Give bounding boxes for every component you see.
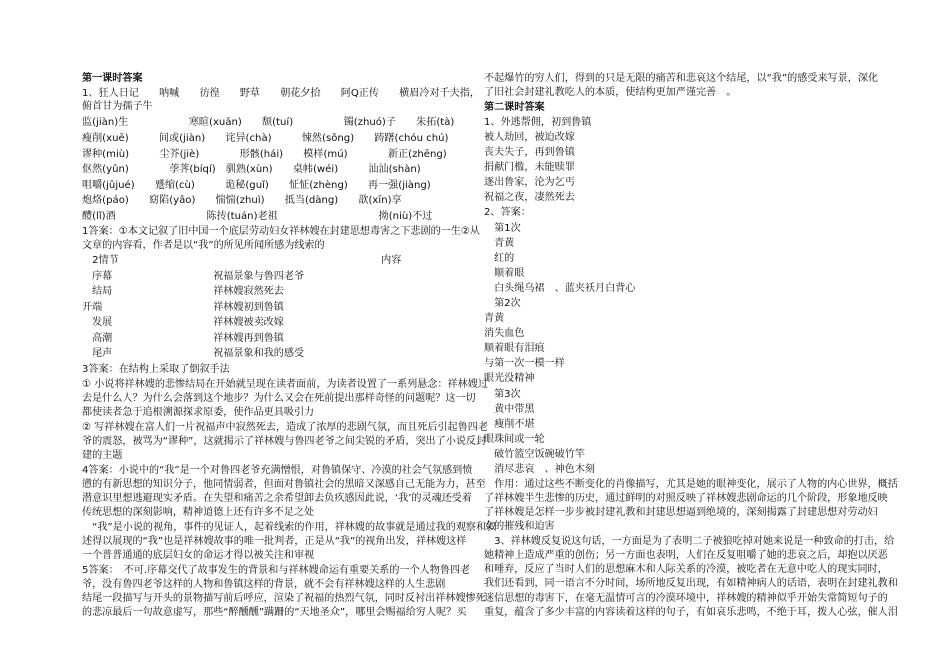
left-text-line: 1、狂人日记 呐喊 彷徨 野草 朝花夕拾 阿Q正传 横眉冷对千夫指， <box>82 88 480 99</box>
right-text-line: 重复，蕴含了多少丰富的内容读着这样的句子，有如哀乐悲鸣，不绝于耳，拨人心弦，催人泪 <box>484 607 898 618</box>
right-text-line: 她精神上造成严重的创伤；另一方面也表明，人们在反复咀嚼了她的悲哀之后，却抱以厌恶 <box>484 550 888 561</box>
right-text-line: 红的 <box>484 253 515 264</box>
right-text-line: 白头绳乌裙 、蓝夹袄月白背心 <box>484 283 636 294</box>
right-text-line: 被人劫回，被迫改嫁 <box>484 132 575 143</box>
left-text-line: 醴(lǐ)酒 陈抟(tuán)老祖 拗(niù)不过 <box>82 211 433 222</box>
left-text-line: 序幕 祝福景象与鲁四老爷 <box>82 271 305 282</box>
left-text-line: 1答案：①本文记叙了旧中国一个底层劳动妇女祥林嫂在封建思想毒害之下悲剧的一生②从 <box>82 226 480 237</box>
right-text-line: 眼珠间或一轮 <box>484 434 545 445</box>
left-text-line: ① 小说将祥林嫂的悲惨结局在开始就呈现在读者面前，为读者设置了一系列悬念：祥林嫂过 <box>82 379 488 390</box>
left-text-line: 述得以展现的“我”也是祥林嫂故事的唯一批判者，正是从“我”的视角出发，祥林嫂这样 <box>82 536 467 547</box>
right-text-line: 捐献门槛，未能赎罪 <box>484 162 575 173</box>
left-text-line: 懑的有新思想的知识分子，他同情弱者，但面对鲁镇社会的黑暗又深感自己无能为力，甚至 <box>82 479 486 490</box>
left-text-line: 爷的震怒，被骂为“谬种”，这就揭示了祥林嫂与鲁四老爷之间尖锐的矛盾，突出了小说反封 <box>82 436 487 447</box>
right-text-line: 丧夫失子，再到鲁镇 <box>484 147 575 158</box>
left-text-line: 爷，没有鲁四老爷这样的人物和鲁镇这样的背景，就不会有祥林嫂这样的人生悲剧 <box>82 579 446 590</box>
left-text-line: 一个普普通通的底层妇女的命运才得以被关注和审视 <box>82 550 315 561</box>
left-text-line: 的悲凉最后一句故意虚写，那些“醉醺醺”蹒跚的“天地圣众”，哪里会赐福给穷人呢？买 <box>82 607 467 618</box>
left-text-line: 第一课时答案 <box>82 73 143 84</box>
left-text-line: “我”是小说的视角，事件的见证人，起着线索的作用，祥林嫂的故事就是通过我的观察和叙 <box>82 522 497 533</box>
left-text-line: 开端 祥林嫂初到鲁镇 <box>82 302 284 313</box>
left-text-line: 2情节 内容 <box>82 255 402 266</box>
right-text-line: 第1次 <box>484 223 521 234</box>
left-text-line: 尾声 祝福景象和我的感受 <box>82 348 305 359</box>
right-text-line: 青黄 <box>484 238 515 249</box>
right-text-line: 和唾弃，反应了当时人们的思想麻木和人际关系的冷漠，被吃者在无意中吃人的现实同时， <box>484 564 888 575</box>
left-text-line: 监(jiàn)生 寒暄(xuān) 颓(tuí) 镯(zhuó)子 朱拓(tà) <box>82 117 455 128</box>
right-text-line: 了旧社会封建礼教吃人的本质，使结构更加严谨完善 。 <box>484 87 737 98</box>
left-text-line: 结尾一段描写与开头的景物描写前后呼应，渲染了祝福的热烈气氛，同时反衬出祥林嫂惨死 <box>82 593 486 604</box>
left-text-line: 结局 祥林嫂寂然死去 <box>82 286 284 297</box>
right-text-line: 3、祥林嫂反复说这句话，一方面是为了表明二子被狼吃掉对她来说是一种致命的打击，给 <box>484 536 895 547</box>
left-text-line: 去是什么人？为什么会落到这个地步？为什么又会在死前提出那样奇怪的问题呢？这一切 <box>82 393 476 404</box>
left-text-line: 潜意识里想逃避现实矛盾。在失望和痛苦之余希望卸去负疚感因此说，‘我’的灵魂还受着 <box>82 493 472 504</box>
left-text-line: 5答案： 不可.序幕交代了故事发生的背景和与祥林嫂命运有重要关系的一个人物鲁四老 <box>82 565 471 576</box>
right-text-line: 瘦削不堪 <box>484 419 535 430</box>
left-text-line: 发展 祥林嫂被卖改嫁 <box>82 317 284 328</box>
left-text-line: 传统思想的深刻影响，精神道德上还有许多不足之处 <box>82 507 315 518</box>
left-text-line: 都使读者急于追根溯源探求原委，使作品更具吸引力 <box>82 407 315 418</box>
right-text-line: 作用：通过这些不断变化的肖像描写，尤其是她的眼神变化，展示了人物的内心世界，概括 <box>484 479 898 490</box>
right-text-line: 女的摧残和迫害 <box>484 521 555 532</box>
right-text-line: 第3次 <box>484 389 521 400</box>
right-text-line: 消尽悲哀 、神色木刻 <box>484 464 596 475</box>
left-text-line: 咀嚼(jǔjué) 蹙缩(cù) 诡秘(guǐ) 怔怔(zhèng) 再一强(jiàng) <box>82 180 431 191</box>
left-text-line: 瘦削(xuē) 间或(jiàn) 诧异(chà) 悚然(sǒng) 踌躇(chóu chú) <box>82 133 449 144</box>
left-text-line: 文章的内容看，作者是以“我”的所见所闻所感为线索的 <box>82 240 325 251</box>
left-text-line: 4答案：小说中的“我”是一个对鲁四老爷充满憎恨，对鲁镇保守、冷漠的社会气氛感到愤 <box>82 465 473 476</box>
right-text-line: 破竹篮空饭碗破竹竿 <box>484 449 585 460</box>
right-text-line: 了祥林嫂半生悲惨的历史，通过鲜明的对照反映了祥林嫂悲剧命运的几个阶段，形象地反映 <box>484 493 888 504</box>
right-text-line: 1、外逃帮佣，初到鲁镇 <box>484 117 592 128</box>
right-text-line: 第二课时答案 <box>484 102 545 113</box>
left-text-line: 伛然(yǔn) 荸荠(bíqí) 驯熟(xùn) 桌帏(wéi) 汕汕(shàn) <box>82 164 421 175</box>
right-text-line: 我们还看到，同一语言不分时间，场所地反复出现，有如精神病人的话语，表明在封建礼教和 <box>484 578 898 589</box>
right-text-line: 消失血色 <box>484 328 525 339</box>
right-text-line: 青黄 <box>484 313 505 324</box>
right-text-line: 不起爆竹的穷人们，得到的只是无限的痛苦和悲哀这个结尾，以“我”的感受来写景，深化 <box>484 73 879 84</box>
left-text-line: 建的主题 <box>82 450 123 461</box>
right-text-line: 第2次 <box>484 298 521 309</box>
right-text-line: 顺着眼 <box>484 268 525 279</box>
right-text-line: 黄中带黑 <box>484 404 535 415</box>
left-text-line: 炮烙(páo) 窈陷(yǎo) 惴惴(zhuì) 抵当(dàng) 歆(xīn)享 <box>82 195 402 206</box>
left-text-line: 高潮 祥林嫂再到鲁镇 <box>82 333 284 344</box>
right-text-line: 顺着眼有泪痕 <box>484 343 545 354</box>
left-text-line: 俯首甘为孺子牛 <box>82 101 153 112</box>
left-text-line: ② 写祥林嫂在富人们一片祝福声中寂然死去，造成了浓厚的悲剧气氛，而且死后引起鲁四老 <box>82 422 488 433</box>
left-text-line: 3答案：在结构上采取了倒叙手法 <box>82 364 230 375</box>
right-text-line: 祝福之夜，凄然死去 <box>484 192 575 203</box>
right-text-line: 逐出鲁家，沦为乞丐 <box>484 177 575 188</box>
right-text-line: 2、答案： <box>484 207 531 218</box>
right-text-line: 迷信思想的毒害下，在毫无温情可言的冷漠环境中，祥林嫂的精神似乎开始失常简短句子的 <box>484 593 888 604</box>
right-text-line: 了祥林嫂是怎样一步步被封建礼教和封建思想逼到绝境的，深刻揭露了封建思想对劳动妇 <box>484 507 878 518</box>
left-text-line: 谬种(miù) 尘芥(jiè) 形骸(hái) 模样(mú) 新正(zhēng) <box>82 149 447 160</box>
right-text-line: 眼光没精神 <box>484 373 535 384</box>
right-text-line: 与第一次一模一样 <box>484 358 565 369</box>
